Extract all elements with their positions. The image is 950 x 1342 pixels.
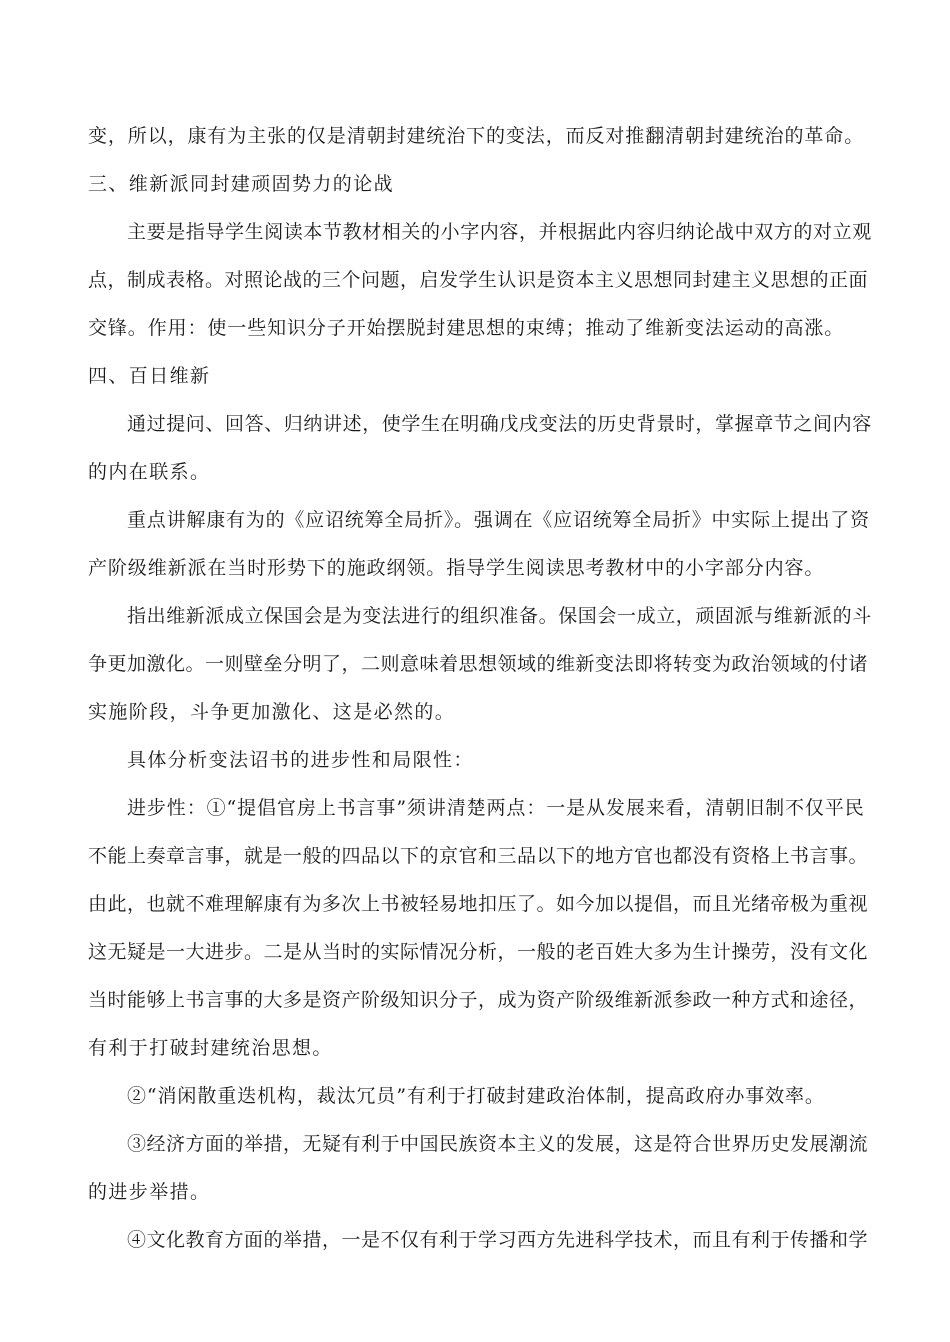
- text-line-19: 当时能够上书言事的大多是资产阶级知识分子，成为资产阶级维新派参政一种方式和途径，: [88, 989, 869, 1011]
- text-line-11: 指出维新派成立保国会是为变法进行的组织准备。保国会一成立，顽固派与维新派的斗: [127, 605, 872, 627]
- text-line-23: 的进步举措。: [88, 1181, 211, 1203]
- text-line-18: 这无疑是一大进步。二是从当时的实际情况分析，一般的老百姓大多为生计操劳，没有文化: [88, 941, 869, 963]
- text-line-9: 重点讲解康有为的《应诏统筹全局折》。强调在《应诏统筹全局折》中实际上提出了资: [127, 509, 870, 531]
- text-line-4: 点，制成表格。对照论战的三个问题，启发学生认识是资本主义思想同封建主义思想的正面: [88, 269, 869, 291]
- section-heading-3: 三、维新派同封建顽固势力的论战: [88, 173, 395, 195]
- text-line-5: 交锋。作用：使一些知识分子开始摆脱封建思想的束缚；推动了维新变法运动的高涨。: [88, 317, 845, 339]
- text-line-12: 争更加激化。一则壁垒分明了，二则意味着思想领域的维新变法即将转变为政治领域的付诸: [88, 653, 869, 675]
- text-line-21: ②“消闲散重迭机构，裁汰冗员”有利于打破封建政治体制，提高政府办事效率。: [127, 1085, 825, 1107]
- text-line-10: 产阶级维新派在当时形势下的施政纲领。指导学生阅读思考教材中的小字部分内容。: [88, 557, 825, 579]
- section-heading-4: 四、百日维新: [88, 365, 211, 387]
- text-line-16: 不能上奏章言事，就是一般的四品以下的京官和三品以下的地方官也都没有资格上书言事。: [88, 845, 869, 867]
- text-line-1: 变，所以，康有为主张的仅是清朝封建统治下的变法，而反对推翻清朝封建统治的革命。: [88, 125, 865, 147]
- text-line-22: ③经济方面的举措，无疑有利于中国民族资本主义的发展，这是符合世界历史发展潮流: [127, 1133, 869, 1155]
- text-line-8: 的内在联系。: [88, 461, 211, 483]
- text-line-7: 通过提问、回答、归纳讲述，使学生在明确戊戌变法的历史背景时，掌握章节之间内容: [127, 413, 872, 435]
- text-line-3: 主要是指导学生阅读本节教材相关的小字内容，并根据此内容归纳论战中双方的对立观: [127, 221, 872, 243]
- text-line-13: 实施阶段，斗争更加激化、这是必然的。: [88, 701, 456, 723]
- text-line-24: ④文化教育方面的举措，一是不仅有利于学习西方先进科学技术，而且有利于传播和学: [127, 1229, 869, 1251]
- text-line-17: 由此，也就不难理解康有为多次上书被轻易地扣压了。如今加以提倡，而且光绪帝极为重视: [88, 893, 869, 915]
- text-line-20: 有利于打破封建统治思想。: [88, 1037, 333, 1059]
- text-line-14: 具体分析变法诏书的进步性和局限性：: [127, 749, 474, 771]
- text-line-15: 进步性：①“提倡官房上书言事”须讲清楚两点：一是从发展来看，清朝旧制不仅平民: [127, 797, 865, 819]
